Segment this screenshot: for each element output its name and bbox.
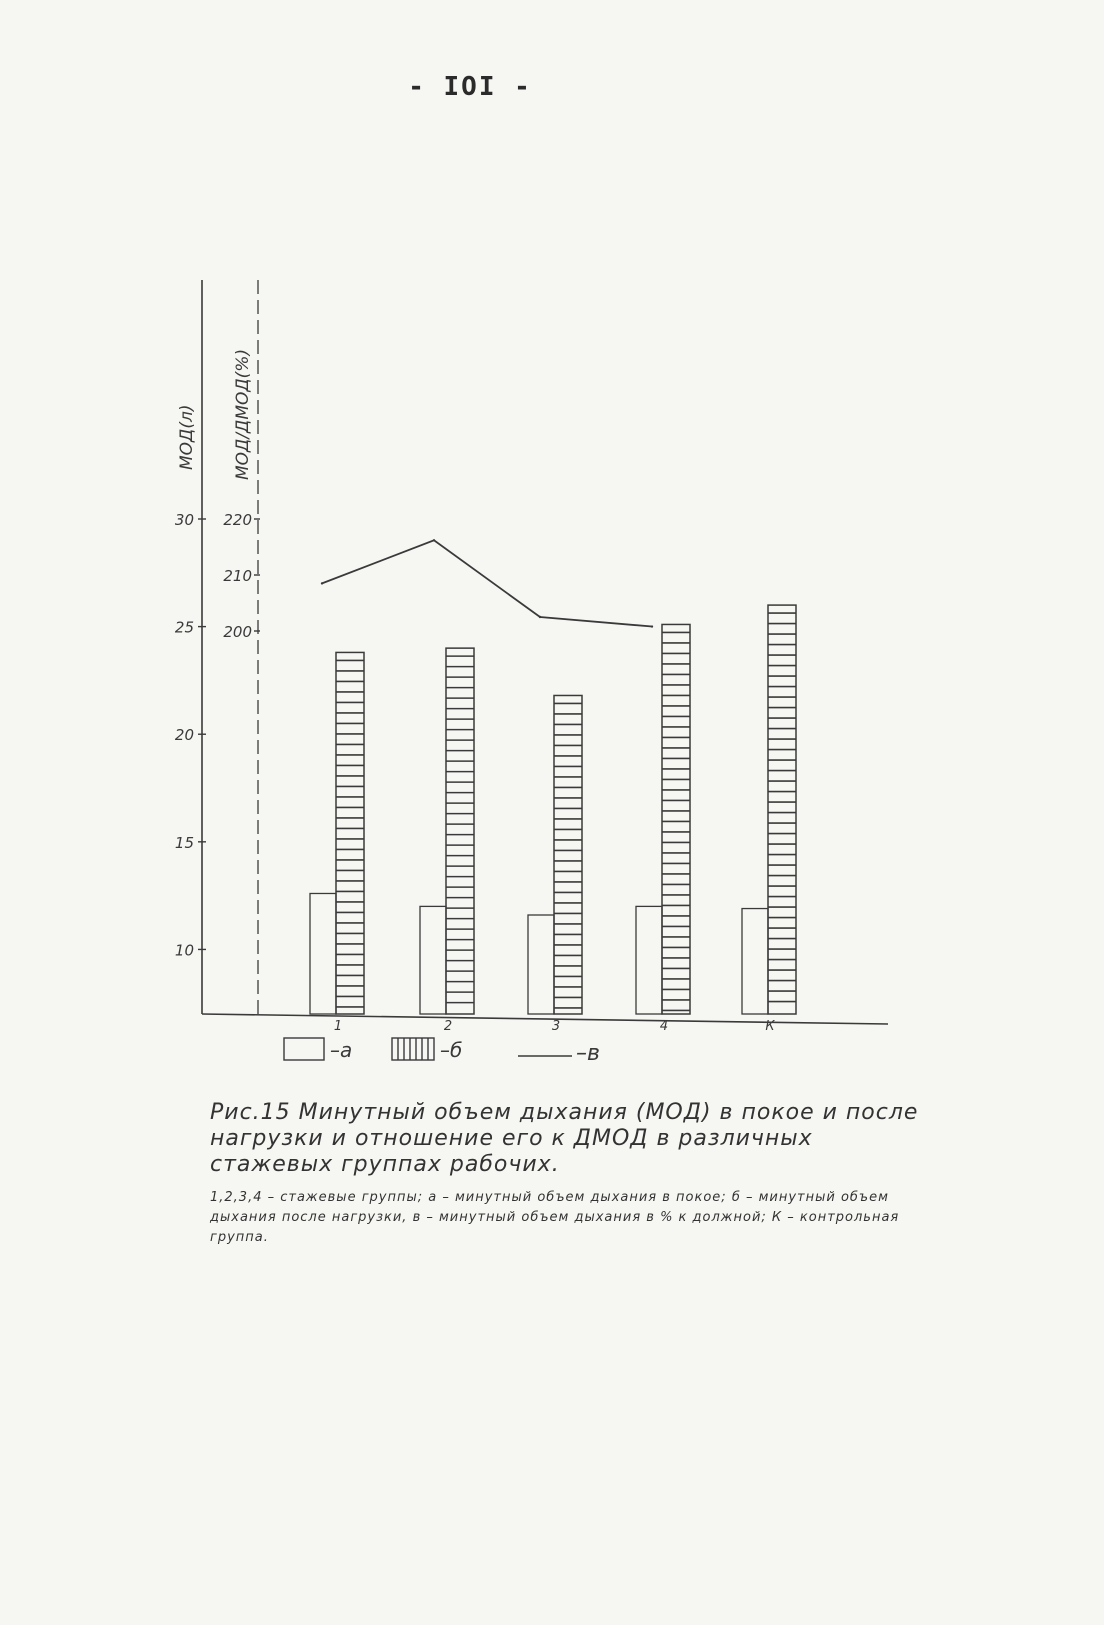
- x-axis-line: [202, 1014, 888, 1024]
- right-tick-label: 220: [223, 511, 252, 529]
- series-v-line: [322, 540, 652, 626]
- left-tick-label: 10: [174, 941, 194, 960]
- category-label: К: [765, 1019, 775, 1034]
- right-tick-label: 200: [223, 623, 252, 641]
- chart-legend: [284, 1038, 600, 1066]
- legend-marker-a: [284, 1038, 324, 1060]
- category-label: 3: [551, 1019, 561, 1034]
- right-axis-title: МОД/ДМОД(%): [233, 348, 253, 480]
- legend-label-a: –а: [330, 1038, 353, 1062]
- right-tick-label: 210: [223, 567, 252, 585]
- series-v-point: [433, 539, 435, 541]
- bar-b: [768, 605, 796, 1014]
- left-tick-label: 15: [174, 833, 194, 852]
- bar-a: [310, 893, 336, 1014]
- bar-b: [662, 624, 690, 1014]
- bar-a: [742, 909, 768, 1014]
- bar-a: [528, 915, 554, 1014]
- page-number: - IOI -: [408, 72, 532, 102]
- chart-bars: [310, 605, 796, 1034]
- left-tick-label: 30: [174, 511, 194, 529]
- left-axis-title: МОД(л): [177, 404, 197, 470]
- caption-title: Рис.15 Минутный объем дыхания (МОД) в покое и после нагрузки и отношение его к ДМОД в различных стажевых группах рабочих.: [210, 1100, 919, 1177]
- category-label: 4: [659, 1019, 669, 1034]
- bar-a: [420, 906, 446, 1014]
- left-tick-label: 20: [174, 726, 194, 745]
- bar-b: [336, 652, 364, 1014]
- category-label: 2: [443, 1019, 453, 1034]
- chart-line: [321, 539, 653, 628]
- series-v-point: [539, 616, 541, 618]
- series-v-point: [321, 582, 323, 584]
- chart-axes: [175, 280, 888, 1024]
- bar-a: [636, 906, 662, 1014]
- bar-b: [446, 648, 474, 1014]
- legend-label-b: –б: [440, 1038, 463, 1062]
- series-v-point: [651, 625, 653, 627]
- category-label: 1: [333, 1019, 343, 1034]
- caption-notes: 1,2,3,4 – стажевые группы; а – минутный объем дыхания в покое; б – минутный объем дыхания после нагрузки, в – минутный объем дыхания в % к должной; К – контрольная группа.: [210, 1190, 900, 1245]
- left-tick-label: 25: [174, 618, 194, 637]
- figure-caption: [210, 1100, 930, 1248]
- legend-label-v: –в: [576, 1041, 600, 1066]
